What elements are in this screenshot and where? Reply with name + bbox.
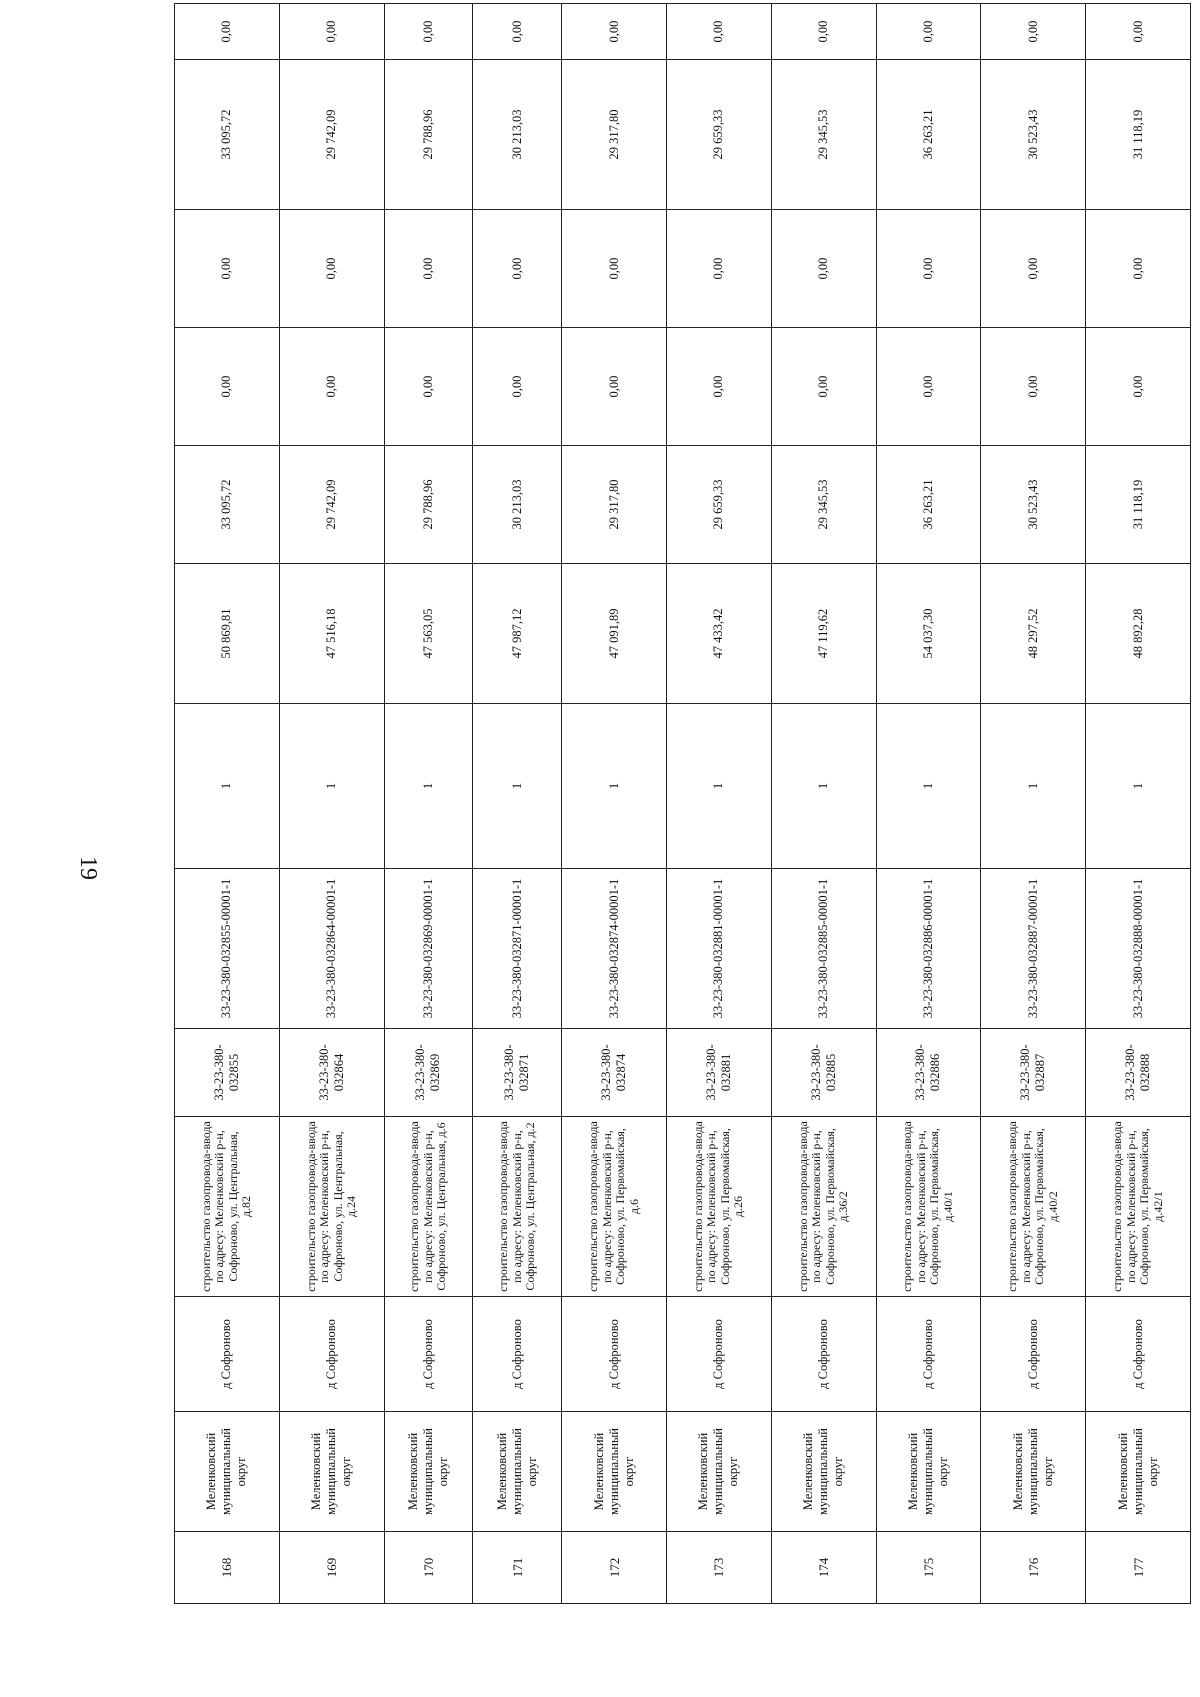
table-body bbox=[175, 4, 1191, 1604]
district-cell: Меленковский муниципальный округ bbox=[279, 1412, 384, 1532]
cost-total-cell: 47 563,05 bbox=[384, 564, 473, 704]
cost-c-cell: 0,00 bbox=[666, 210, 771, 328]
cost-a-cell: 29 742,09 bbox=[279, 446, 384, 564]
locality-cell: д Софроново bbox=[1086, 1297, 1191, 1412]
contract-number-cell: 33-23-380-032885-00001-1 bbox=[771, 869, 876, 1029]
cost-d-cell: 29 659,33 bbox=[666, 60, 771, 210]
contract-number-cell: 33-23-380-032855-00001-1 bbox=[175, 869, 280, 1029]
cost-a-cell: 29 345,53 bbox=[771, 446, 876, 564]
locality-cell: д Софроново bbox=[876, 1297, 981, 1412]
row-number-cell: 173 bbox=[666, 1532, 771, 1604]
table-row bbox=[562, 4, 667, 1604]
cost-d-cell: 29 317,80 bbox=[562, 60, 667, 210]
work-description-cell: строительство газопровода-ввода по адресу: Меленковский р-н, Софроново, ул. Первомайская, д.36/2 bbox=[771, 1117, 876, 1297]
cost-total-cell: 50 869,81 bbox=[175, 564, 280, 704]
row-number-cell: 177 bbox=[1086, 1532, 1191, 1604]
cost-c-cell: 0,00 bbox=[562, 210, 667, 328]
cost-total-cell: 47 433,42 bbox=[666, 564, 771, 704]
table-row bbox=[279, 4, 384, 1604]
cost-e-cell: 0,00 bbox=[876, 4, 981, 60]
row-number-cell: 169 bbox=[279, 1532, 384, 1604]
row-number-cell: 172 bbox=[562, 1532, 667, 1604]
object-code-cell: 33-23-380-032869 bbox=[384, 1029, 473, 1117]
table-row bbox=[876, 4, 981, 1604]
cost-d-cell: 29 788,96 bbox=[384, 60, 473, 210]
cost-d-cell: 33 095,72 bbox=[175, 60, 280, 210]
quantity-cell: 1 bbox=[279, 704, 384, 869]
cost-e-cell: 0,00 bbox=[175, 4, 280, 60]
cost-b-cell: 0,00 bbox=[771, 328, 876, 446]
page-number: 19 bbox=[75, 856, 101, 880]
quantity-cell: 1 bbox=[876, 704, 981, 869]
cost-total-cell: 48 892,28 bbox=[1086, 564, 1191, 704]
quantity-cell: 1 bbox=[1086, 704, 1191, 869]
object-code-cell: 33-23-380-032871 bbox=[473, 1029, 562, 1117]
cost-a-cell: 29 659,33 bbox=[666, 446, 771, 564]
district-cell: Меленковский муниципальный округ bbox=[876, 1412, 981, 1532]
locality-cell: д Софроново bbox=[279, 1297, 384, 1412]
cost-total-cell: 54 037,30 bbox=[876, 564, 981, 704]
work-description-cell: строительство газопровода-ввода по адресу: Меленковский р-н, Софроново, ул. Центральная, д.6 bbox=[384, 1117, 473, 1297]
cost-d-cell: 30 523,43 bbox=[981, 60, 1086, 210]
district-cell: Меленковский муниципальный округ bbox=[981, 1412, 1086, 1532]
locality-cell: д Софроново bbox=[981, 1297, 1086, 1412]
cost-e-cell: 0,00 bbox=[384, 4, 473, 60]
contract-number-cell: 33-23-380-032881-00001-1 bbox=[666, 869, 771, 1029]
cost-b-cell: 0,00 bbox=[981, 328, 1086, 446]
cost-c-cell: 0,00 bbox=[175, 210, 280, 328]
cost-total-cell: 47 119,62 bbox=[771, 564, 876, 704]
row-number-cell: 175 bbox=[876, 1532, 981, 1604]
cost-a-cell: 30 213,03 bbox=[473, 446, 562, 564]
cost-e-cell: 0,00 bbox=[473, 4, 562, 60]
cost-a-cell: 29 788,96 bbox=[384, 446, 473, 564]
district-cell: Меленковский муниципальный округ bbox=[384, 1412, 473, 1532]
row-number-cell: 168 bbox=[175, 1532, 280, 1604]
cost-e-cell: 0,00 bbox=[981, 4, 1086, 60]
row-number-cell: 174 bbox=[771, 1532, 876, 1604]
locality-cell: д Софроново bbox=[562, 1297, 667, 1412]
cost-c-cell: 0,00 bbox=[279, 210, 384, 328]
cost-total-cell: 47 091,89 bbox=[562, 564, 667, 704]
cost-c-cell: 0,00 bbox=[876, 210, 981, 328]
cost-c-cell: 0,00 bbox=[1086, 210, 1191, 328]
cost-total-cell: 47 516,18 bbox=[279, 564, 384, 704]
table-row bbox=[473, 4, 562, 1604]
work-description-cell: строительство газопровода-ввода по адресу: Меленковский р-н, Софроново, ул. Первомайская, д.26 bbox=[666, 1117, 771, 1297]
object-code-cell: 33-23-380-032888 bbox=[1086, 1029, 1191, 1117]
cost-a-cell: 36 263,21 bbox=[876, 446, 981, 564]
cost-c-cell: 0,00 bbox=[473, 210, 562, 328]
cost-b-cell: 0,00 bbox=[876, 328, 981, 446]
contract-number-cell: 33-23-380-032887-00001-1 bbox=[981, 869, 1086, 1029]
work-description-cell: строительство газопровода-ввода по адресу: Меленковский р-н, Софроново, ул. Центральная, д.2 bbox=[473, 1117, 562, 1297]
work-description-cell: строительство газопровода-ввода по адресу: Меленковский р-н, Софроново, ул. Центральная, д.24 bbox=[279, 1117, 384, 1297]
district-cell: Меленковский муниципальный округ bbox=[473, 1412, 562, 1532]
cost-b-cell: 0,00 bbox=[473, 328, 562, 446]
cost-a-cell: 33 095,72 bbox=[175, 446, 280, 564]
table-row bbox=[175, 4, 280, 1604]
work-description-cell: строительство газопровода-ввода по адресу: Меленковский р-н, Софроново, ул. Первомайская, д.40/2 bbox=[981, 1117, 1086, 1297]
cost-d-cell: 31 118,19 bbox=[1086, 60, 1191, 210]
work-description-cell: строительство газопровода-ввода по адресу: Меленковский р-н, Софроново, ул. Первомайская, д.6 bbox=[562, 1117, 667, 1297]
cost-e-cell: 0,00 bbox=[771, 4, 876, 60]
object-code-cell: 33-23-380-032855 bbox=[175, 1029, 280, 1117]
cost-total-cell: 48 297,52 bbox=[981, 564, 1086, 704]
district-cell: Меленковский муниципальный округ bbox=[175, 1412, 280, 1532]
work-description-cell: строительство газопровода-ввода по адресу: Меленковский р-н, Софроново, ул. Первомайская, д.40/1 bbox=[876, 1117, 981, 1297]
cost-e-cell: 0,00 bbox=[562, 4, 667, 60]
quantity-cell: 1 bbox=[384, 704, 473, 869]
cost-d-cell: 29 742,09 bbox=[279, 60, 384, 210]
object-code-cell: 33-23-380-032881 bbox=[666, 1029, 771, 1117]
cost-b-cell: 0,00 bbox=[279, 328, 384, 446]
cost-d-cell: 30 213,03 bbox=[473, 60, 562, 210]
contract-number-cell: 33-23-380-032874-00001-1 bbox=[562, 869, 667, 1029]
quantity-cell: 1 bbox=[771, 704, 876, 869]
locality-cell: д Софроново bbox=[175, 1297, 280, 1412]
locality-cell: д Софроново bbox=[473, 1297, 562, 1412]
cost-e-cell: 0,00 bbox=[1086, 4, 1191, 60]
district-cell: Меленковский муниципальный округ bbox=[771, 1412, 876, 1532]
object-code-cell: 33-23-380-032864 bbox=[279, 1029, 384, 1117]
locality-cell: д Софроново bbox=[666, 1297, 771, 1412]
table-row bbox=[384, 4, 473, 1604]
gas-pipeline-table bbox=[174, 3, 1191, 1604]
object-code-cell: 33-23-380-032874 bbox=[562, 1029, 667, 1117]
quantity-cell: 1 bbox=[666, 704, 771, 869]
row-number-cell: 171 bbox=[473, 1532, 562, 1604]
row-number-cell: 170 bbox=[384, 1532, 473, 1604]
table-row bbox=[666, 4, 771, 1604]
cost-b-cell: 0,00 bbox=[384, 328, 473, 446]
district-cell: Меленковский муниципальный округ bbox=[1086, 1412, 1191, 1532]
cost-b-cell: 0,00 bbox=[562, 328, 667, 446]
work-description-cell: строительство газопровода-ввода по адресу: Меленковский р-н, Софроново, ул. Первомайская, д.42/1 bbox=[1086, 1117, 1191, 1297]
quantity-cell: 1 bbox=[175, 704, 280, 869]
table-row bbox=[771, 4, 876, 1604]
cost-c-cell: 0,00 bbox=[771, 210, 876, 328]
quantity-cell: 1 bbox=[473, 704, 562, 869]
contract-number-cell: 33-23-380-032888-00001-1 bbox=[1086, 869, 1191, 1029]
contract-number-cell: 33-23-380-032886-00001-1 bbox=[876, 869, 981, 1029]
cost-d-cell: 29 345,53 bbox=[771, 60, 876, 210]
row-number-cell: 176 bbox=[981, 1532, 1086, 1604]
cost-b-cell: 0,00 bbox=[666, 328, 771, 446]
rotated-table-wrapper bbox=[174, 4, 1191, 1604]
quantity-cell: 1 bbox=[981, 704, 1086, 869]
cost-b-cell: 0,00 bbox=[1086, 328, 1191, 446]
table-row bbox=[1086, 4, 1191, 1604]
object-code-cell: 33-23-380-032885 bbox=[771, 1029, 876, 1117]
contract-number-cell: 33-23-380-032871-00001-1 bbox=[473, 869, 562, 1029]
locality-cell: д Софроново bbox=[384, 1297, 473, 1412]
cost-c-cell: 0,00 bbox=[981, 210, 1086, 328]
quantity-cell: 1 bbox=[562, 704, 667, 869]
cost-e-cell: 0,00 bbox=[666, 4, 771, 60]
district-cell: Меленковский муниципальный округ bbox=[666, 1412, 771, 1532]
object-code-cell: 33-23-380-032886 bbox=[876, 1029, 981, 1117]
cost-a-cell: 30 523,43 bbox=[981, 446, 1086, 564]
locality-cell: д Софроново bbox=[771, 1297, 876, 1412]
cost-b-cell: 0,00 bbox=[175, 328, 280, 446]
cost-a-cell: 29 317,80 bbox=[562, 446, 667, 564]
cost-d-cell: 36 263,21 bbox=[876, 60, 981, 210]
cost-e-cell: 0,00 bbox=[279, 4, 384, 60]
cost-total-cell: 47 987,12 bbox=[473, 564, 562, 704]
district-cell: Меленковский муниципальный округ bbox=[562, 1412, 667, 1532]
work-description-cell: строительство газопровода-ввода по адресу: Меленковский р-н, Софроново, ул. Центральная, д.82 bbox=[175, 1117, 280, 1297]
contract-number-cell: 33-23-380-032869-00001-1 bbox=[384, 869, 473, 1029]
table-row bbox=[981, 4, 1086, 1604]
contract-number-cell: 33-23-380-032864-00001-1 bbox=[279, 869, 384, 1029]
object-code-cell: 33-23-380-032887 bbox=[981, 1029, 1086, 1117]
cost-a-cell: 31 118,19 bbox=[1086, 446, 1191, 564]
cost-c-cell: 0,00 bbox=[384, 210, 473, 328]
